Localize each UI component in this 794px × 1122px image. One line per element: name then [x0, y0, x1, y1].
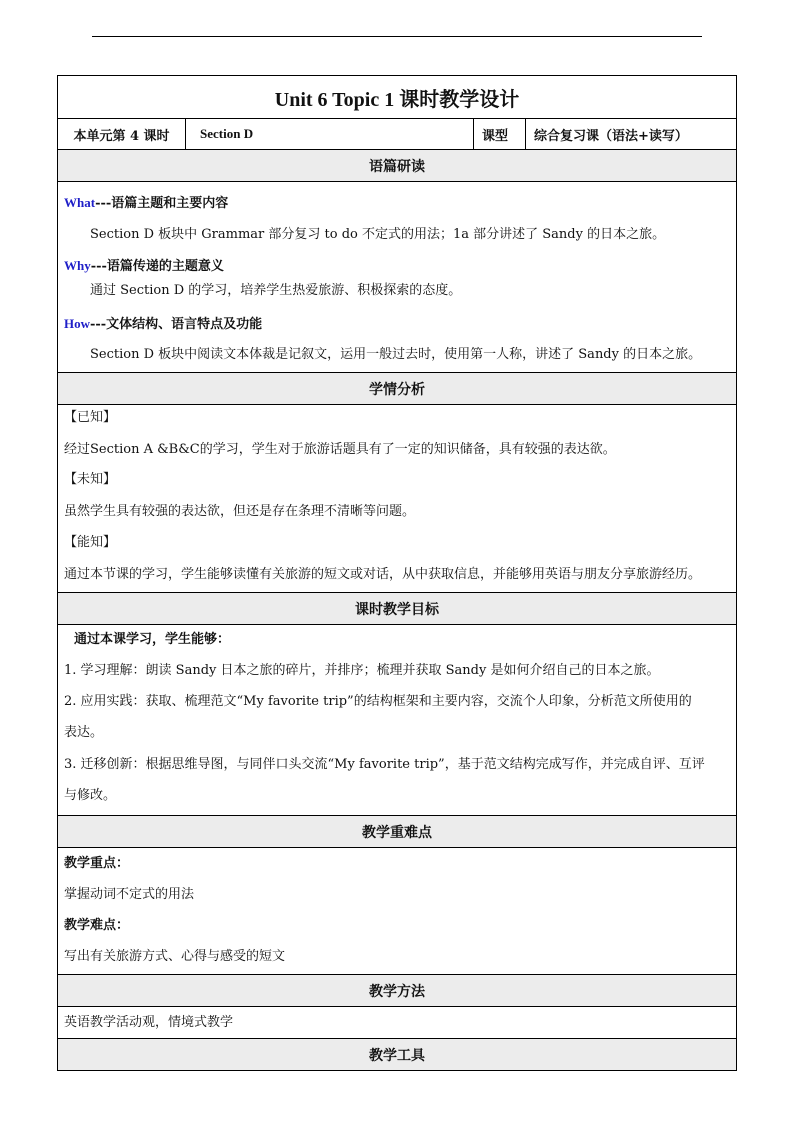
lesson-type-label: 课型: [474, 119, 526, 149]
what-heading: [64, 195, 228, 212]
analysis-heading: 学情分析: [58, 373, 736, 405]
able-text: 通过本节课的学习，学生能够读懂有关旅游的短文或对话，从中获取信息，并能够用英语与朋友分享旅游经历。: [64, 567, 702, 582]
goal-3: 3. 迁移创新：根据思维导图，与同伴口头交流“My favorite trip”，基于范文结构完成写作，并完成自评、互评: [64, 757, 705, 772]
goals-heading: 课时教学目标: [58, 593, 736, 625]
what-text: Section D 板块中 Grammar 部分复习 to do 不定式的用法；1a 部分讲述了 Sandy 的日本之旅。: [90, 227, 666, 242]
tools-heading: 教学工具: [58, 1039, 736, 1070]
lesson-type-value: 综合复习课（语法+读写）: [534, 128, 688, 144]
keypoints-heading: 教学重难点: [58, 816, 736, 848]
methods-heading: 教学方法: [58, 975, 736, 1007]
header-rule: [92, 36, 702, 37]
why-heading: [64, 258, 224, 275]
reading-heading: 语篇研读: [58, 150, 736, 182]
why-title: ---语篇传递的主题意义: [90, 259, 224, 274]
what-title: ---语篇主题和主要内容: [95, 196, 229, 211]
why-label: Why: [64, 258, 91, 273]
goal-3-continued: 与修改。: [64, 788, 117, 803]
document-title: Unit 6 Topic 1 课时教学设计: [58, 76, 736, 119]
key-label: 教学重点：: [64, 856, 130, 871]
lesson-number: 本单元第 4 课时: [58, 119, 186, 149]
goal-2-continued: 表达。: [64, 725, 104, 740]
how-label: How: [64, 316, 90, 331]
how-title: ---文体结构、语言特点及功能: [90, 317, 263, 332]
how-text: Section D 板块中阅读文本体裁是记叙文，运用一般过去时，使用第一人称，讲述了 Sandy 的日本之旅。: [90, 347, 702, 362]
key-text: 掌握动词不定式的用法: [64, 887, 195, 902]
lesson-info-row: [58, 119, 736, 150]
keypoints-section: [58, 848, 736, 975]
difficulty-label: 教学难点：: [64, 918, 130, 933]
goals-section: [58, 625, 736, 816]
difficulty-text: 写出有关旅游方式、心得与感受的短文: [64, 949, 286, 964]
goal-2: 2. 应用实践：获取、梳理范文“My favorite trip”的结构框架和主要内容，交流个人印象，分析范文所使用的: [64, 694, 692, 709]
known-text: 经过Section A &B&C的学习，学生对于旅游话题具有了一定的知识储备，具有较强的表达欲。: [64, 442, 616, 457]
what-label: What: [64, 195, 96, 210]
known-label: 【已知】: [64, 410, 117, 425]
goal-1: 1. 学习理解：朗读 Sandy 日本之旅的碎片，并排序；梳理并获取 Sandy 是如何介绍自己的日本之旅。: [64, 663, 660, 678]
unknown-label: 【未知】: [64, 472, 117, 487]
lesson-plan-table: [57, 75, 737, 1071]
why-text: 通过 Section D 的学习，培养学生热爱旅游、积极探索的态度。: [90, 283, 462, 298]
how-heading: [64, 316, 262, 333]
goals-intro: 通过本课学习，学生能够：: [74, 632, 231, 647]
able-label: 【能知】: [64, 535, 117, 550]
methods-text: 英语教学活动观，情境式教学: [64, 1015, 234, 1030]
unknown-text: 虽然学生具有较强的表达欲，但还是存在条理不清晰等问题。: [64, 504, 416, 519]
analysis-section: [58, 405, 736, 593]
methods-section: [58, 1007, 736, 1039]
section-name: Section D: [186, 119, 474, 149]
reading-section: [58, 182, 736, 373]
